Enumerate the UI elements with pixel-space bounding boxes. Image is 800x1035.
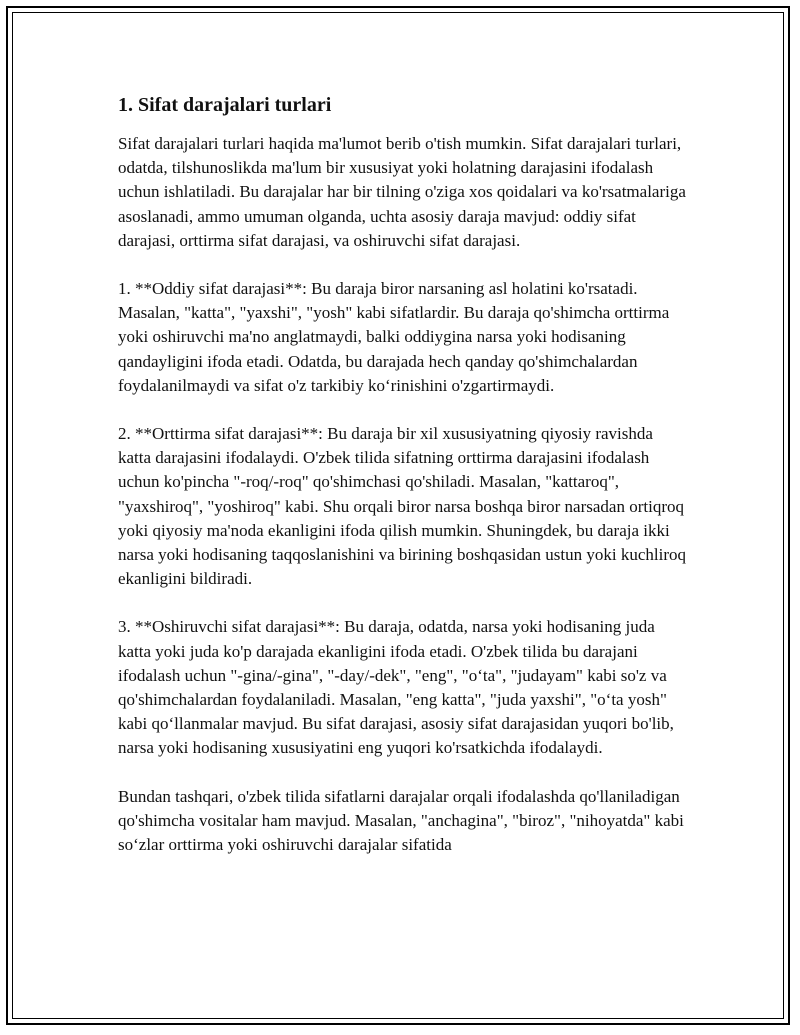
paragraph-oshiruvchi-daraja: 3. **Oshiruvchi sifat darajasi**: Bu daraja, odatda, narsa yoki hodisaning juda katta yoki juda ko'p darajada ekanligini ifoda etadi. O'zbek tilida bu darajani ifodalash uchun "-gina/-gina", "-day/-dek", "eng", "o‘ta", "judayam" kabi so'z va qo'shimchalardan foydalaniladi. Masalan, "eng katta", "juda yaxshi", "o‘ta yosh" kabi qo‘llanmalar mavjud. Bu sifat darajasi, asosiy sifat darajasidan yuqori bo'lib, narsa yoki hodisaning xususiyatini eng yuqori ko'rsatkichda ifodalaydi. [118, 617, 674, 758]
section-heading: 1. Sifat darajalari turlari [118, 94, 332, 116]
document-body [118, 92, 688, 881]
paragraph-intro: Sifat darajalari turlari haqida ma'lumot berib o'tish mumkin. Sifat darajalari turlari, odatda, tilshunoslikda ma'lum bir xususiyat yoki holatning darajasini ifodalash uchun ishlatiladi. Bu darajalar har bir tilning o'ziga xos qoidalari va ko'rsatmalariga asoslanadi, ammo umuman olganda, uchta asosiy daraja mavjud: oddiy sifat darajasi, orttirma sifat darajasi, va oshiruvchi sifat darajasi. [118, 134, 686, 250]
paragraph-orttirma-daraja: 2. **Orttirma sifat darajasi**: Bu daraja bir xil xususiyatning qiyosiy ravishda katta darajasini ifodalaydi. O'zbek tilida sifatning orttirma darajasini ifodalash uchun ko'pincha "-roq/-roq" qo'shimchasi qo'shiladi. Masalan, "kattaroq", "yaxshiroq", "yoshiroq" kabi. Shu orqali biror narsa boshqa biror narsadan ortiqroq yoki qiyosiy ma'noda ekanligini ifoda qilish mumkin. Shuningdek, bu daraja ikki narsa yoki hodisaning taqqoslanishini va birining boshqasidan ustun yoki kuchliroq ekanligini bildiradi. [118, 424, 687, 589]
paragraph-qoshimcha-vositalar: Bundan tashqari, o'zbek tilida sifatlarni darajalar orqali ifodalashda qo'llaniladigan qo'shimcha vositalar ham mavjud. Masalan, "anchagina", "biroz", "nihoyatda" kabi so‘zlar orttirma yoki oshiruvchi darajalar sifatida [118, 786, 684, 855]
paragraph-oddiy-daraja: 1. **Oddiy sifat darajasi**: Bu daraja biror narsaning asl holatini ko'rsatadi. Masalan, "katta", "yaxshi", "yosh" kabi sifatlardir. Bu daraja qo'shimcha orttirma yoki oshiruvchi ma'no anglatmaydi, balki oddiygina narsa yoki hodisaning qandayligini ifoda etadi. Odatda, bu darajada hech qanday qo'shimchalardan foydalanilmaydi va sifat o'z tarkibiy ko‘rinishini o'zgartirmaydi. [118, 279, 670, 395]
